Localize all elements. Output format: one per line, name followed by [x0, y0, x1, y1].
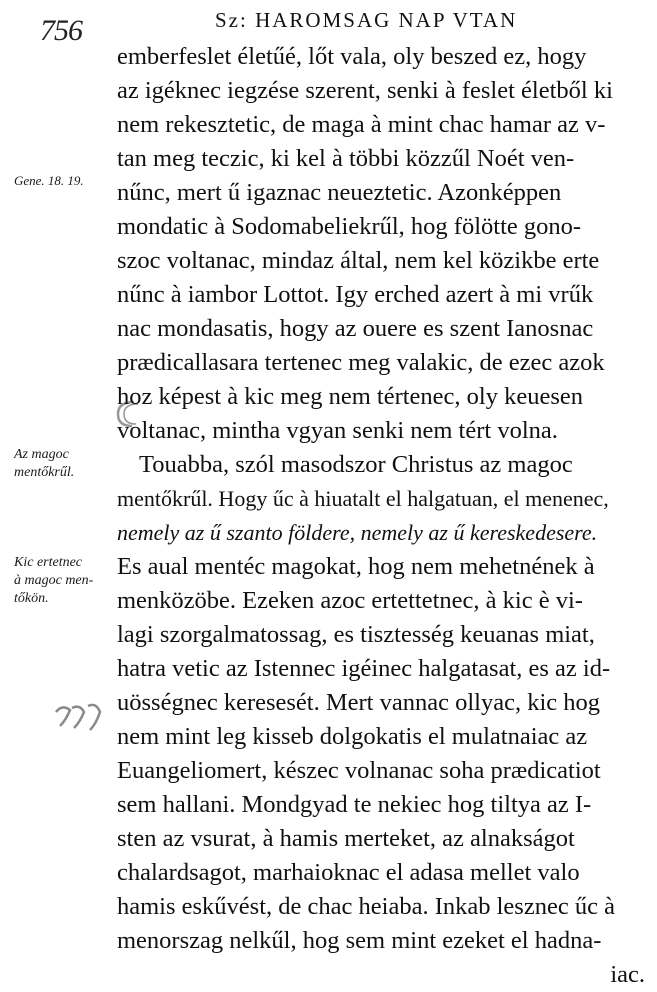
text-line: nac mondasatis, hogy az ouere es szent Ianosnac — [117, 315, 594, 342]
body-text — [117, 40, 645, 992]
text-line: iac. — [610, 961, 645, 988]
text-line: Es aual mentéc magokat, hog nem mehetnének à — [117, 553, 595, 580]
text-line: hamis eskűvést, de chac heiaba. Inkab lesznec űc à — [117, 893, 615, 920]
text-line: emberfeslet életűé, lőt vala, oly beszed ez, hogy — [117, 43, 587, 70]
text-line: mentőkrűl. Hogy űc à hiuatalt el halgatuan, el menenec, — [117, 486, 609, 511]
margin-note-line: à magoc men- — [14, 573, 94, 588]
text-line: uösségnec keresesét. Mert vannac ollyac, kic hog — [117, 689, 601, 716]
handwritten-mark-svg — [52, 700, 112, 736]
text-line: nemely az ű szanto földere, nemely az ű kereskedesere. — [117, 520, 598, 545]
text-line: sem hallani. Mondgyad te nekiec hog tiltya az I- — [117, 791, 592, 818]
text-line: szoc voltanac, mindaz által, nem kel közikbe erte — [117, 247, 600, 274]
text-line: voltanac, mintha vgyan senki nem tért volna. — [117, 417, 558, 444]
margin-note-magoc — [14, 446, 74, 482]
text-line: az igéknec iegzése szerent, senki à feslet életből ki — [117, 77, 613, 104]
text-line: tan meg teczic, ki kel à többi közzűl Noét ven- — [117, 145, 575, 172]
text-line: menorszag nelkűl, hog sem mint ezeket el hadna- — [117, 927, 602, 954]
text-line: mondatic à Sodomabeliekrűl, hog fölötte gono- — [117, 213, 582, 240]
margin-note-genesis — [14, 172, 84, 190]
text-line: nűnc à iambor Lottot. Igy erched azert à mi vrűk — [117, 281, 594, 308]
page-number: 756 — [40, 14, 82, 47]
margin-note-line: Az magoc — [14, 447, 69, 462]
text-line: nűnc, mert ű igaznac neueztetic. Azonképpen — [117, 179, 562, 206]
text-line: sten az vsurat, à hamis merteket, az alnakságot — [117, 825, 575, 852]
margin-note-line: tőkön. — [14, 591, 49, 606]
text-line: hoz képest à kic meg nem tértenec, oly keuesen — [117, 383, 583, 410]
text-line: Euangeliomert, készec volnanac soha prædicatiot — [117, 757, 601, 784]
text-line: nem rekesztetic, de maga à mint chac hamar az v- — [117, 111, 606, 138]
handwritten-mark-icon — [52, 700, 112, 744]
text-line: menközöbe. Ezeken azoc ertettetnec, à kic è vi- — [117, 587, 583, 614]
text-line: nem mint leg kisseb dolgokatis el mulatnaiac az — [117, 723, 588, 750]
margin-note-kic — [14, 554, 93, 608]
text-line: chalardsagot, marhaioknac el adasa mellet valo — [117, 859, 580, 886]
text-line: hatra vetic az Istennec igéinec halgatasat, es az id- — [117, 655, 611, 682]
text-line: prædicallasara tertenec meg valakic, de ezec azok — [117, 349, 605, 376]
margin-note-line: Gene. 18. 19. — [14, 173, 84, 188]
margin-note-line: Kic ertetnec — [14, 555, 83, 570]
text-line: lagi szorgalmatossag, es tisztesség keuanas miat, — [117, 621, 595, 648]
running-head: Sz: HAROMSAG NAP VTAN — [215, 8, 518, 32]
text-line: Touabba, szól masodszor Christus az magoc — [139, 451, 573, 478]
margin-note-line: mentőkrűl. — [14, 465, 75, 480]
